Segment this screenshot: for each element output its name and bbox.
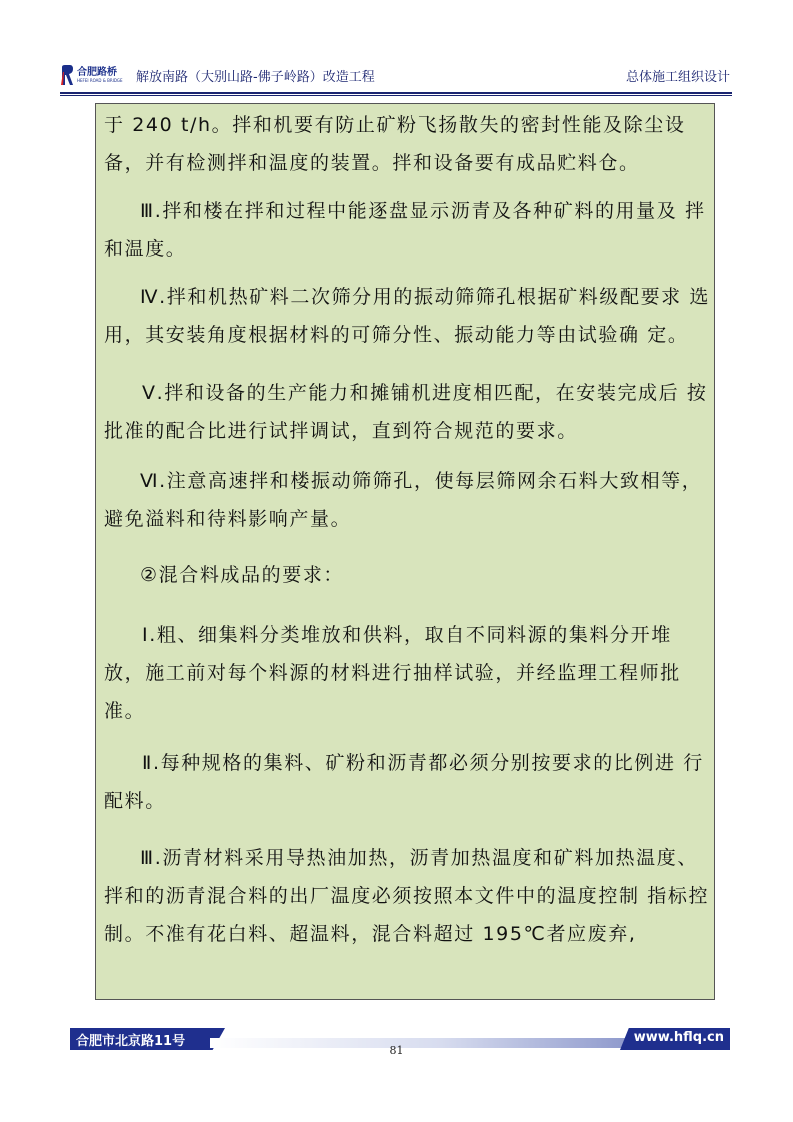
paragraph-6-text: ②混合料成品的要求： [140,564,345,586]
paragraph-2-text: Ⅲ.拌和楼在拌和过程中能逐盘显示沥青及各种矿料的用量及 拌和温度。 [104,200,706,260]
paragraph-2 [104,192,712,268]
paragraph-9-text: Ⅲ.沥青材料采用导热油加热，沥青加热温度和矿料加热温度、拌和的沥青混合料的出厂温度必须按照本文件中的温度控制 指标控制。不准有花白料、超温料，混合料超过 195℃者应废弃, [104,847,710,945]
footer-address: 合肥市北京路11号 [76,1034,186,1049]
paragraph-7 [104,616,712,730]
paragraph-4-text: Ⅴ.拌和设备的生产能力和摊铺机进度相匹配，在安装完成后 按批准的配合比进行试拌调试，直到符合规范的要求。 [104,382,708,442]
paragraph-1: 于 240 t/h。拌和机要有防止矿粉飞扬散失的密封性能及除尘设备，并有检测拌和温度的装置。拌和设备要有成品贮料仓。 [104,114,686,174]
paragraph-3 [104,278,712,354]
paragraph-9 [104,839,712,953]
paragraph-5-text: Ⅵ.注意高速拌和楼振动筛筛孔，使每层筛网余石料大致相等，避免溢料和待料影响产量。 [104,470,703,530]
footer-website: www.hflq.cn [633,1030,724,1045]
paragraph-5 [104,462,712,538]
paragraph-4 [104,374,712,450]
paragraph-7-text: Ⅰ.粗、细集料分类堆放和供料，取自不同料源的集料分开堆放，施工前对每个料源的材料进行抽样试验，并经监理工程师批准。 [104,624,681,722]
page-number: 81 [389,1044,404,1057]
paragraph-8-text: Ⅱ.每种规格的集料、矿粉和沥青都必须分别按要求的比例进 行配料。 [104,752,704,812]
logo-name: 合肥路桥 [77,67,117,78]
paragraph-3-text: Ⅳ.拌和机热矿料二次筛分用的振动筛筛孔根据矿料级配要求 选用，其安装角度根据材料的可筛分性、振动能力等由试验确 定。 [104,286,711,346]
document-section: 总体施工组织设计 [625,70,730,85]
header-rule-thin [60,95,732,96]
paragraph-8 [104,744,712,820]
logo-subtitle: HEFEI ROAD & BRIDGE [77,78,123,83]
logo-mark-icon [60,64,74,86]
header-rule [60,92,732,94]
page-header [60,60,732,90]
content-box [95,103,715,1000]
paragraph-6 [104,556,712,594]
document-title: 解放南路（大别山路-佛子岭路）改造工程 [136,70,375,85]
